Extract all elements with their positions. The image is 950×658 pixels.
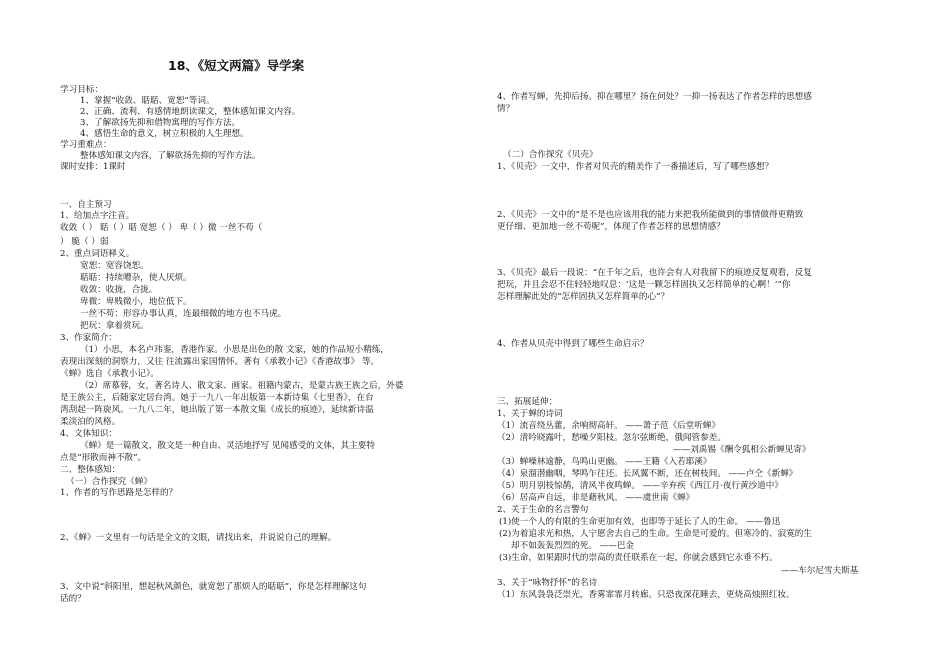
left-text-line: 《蝉》选自《承教小记》。 xyxy=(60,369,159,379)
left-text-line: 卑微：卑贱微小，地位低下。 xyxy=(80,297,192,307)
left-text-line: 柔淡泊的风格。 xyxy=(60,417,121,427)
left-text-line: 一丝不苟：形容办事认真，连最细微的地方也不马虎。 xyxy=(80,309,287,319)
right-text-line: （4）泉溜潜幽咽，琴鸣乍往还。长风翼不断，还在树枝间。 ——卢仝《新蝉》 xyxy=(497,469,798,479)
left-text-line: （一）合作探究《蝉》 xyxy=(66,477,152,487)
document-title: 18、《短文两篇》导学案 xyxy=(168,58,305,73)
left-text-line: 是王族公主，后随家定居台湾。她于一九八一年出版第一本新诗集《七里香》，在台 xyxy=(60,393,374,403)
left-text-line: ） 脆（ ）弱 xyxy=(60,237,109,247)
left-text-line: 2、《蝉》一文里有一句话是全文的文眼，请找出来，并说说自己的理解。 xyxy=(60,533,337,543)
left-text-line: 4、文体知识： xyxy=(60,429,118,439)
right-text-line: 3、关于“咏物抒怀”的名诗 xyxy=(497,578,598,588)
right-text-line: 三、拓展延伸： xyxy=(497,397,558,407)
left-text-line: 学习目标： xyxy=(60,85,103,95)
left-text-line: 1、掌握“收敛、聒聒、宽恕”等词。 xyxy=(80,96,215,106)
left-text-line: 3、文中说“斜阳里，想起秋风颜色，就宽恕了那烦人的聒聒”，你是怎样理解这句 xyxy=(60,582,367,592)
right-text-line: （1）东风袅袅泛崇光，香雾霏霏月转廊。只恐夜深花睡去，更烧高烛照红妆。 xyxy=(497,590,795,600)
right-text-line: 把玩，并且会忍不住轻轻地叹息：‘这是一颗怎样固执又怎样简单的心啊！’”你 xyxy=(497,280,791,290)
right-text-line: (2)为着追求光和热，人宁愿舍去自己的生命。生命是可爱的。但寒冷的、寂寞的生 xyxy=(499,529,812,539)
left-text-line: 聒聒：持续嘈杂，使人厌烦。 xyxy=(80,273,192,283)
left-text-line: 学习重难点： xyxy=(60,140,112,150)
left-text-line: 点是“形散而神不散”。 xyxy=(60,453,147,463)
right-text-line: （1）流音绕丛藿，余响彻高轩。 ——萧子范《后堂听蝉》 xyxy=(497,421,721,431)
left-text-line: 表现出深刻的洞察力，又往 往流露出家国情怀。著有《承教小记》《香港故事》 等。 xyxy=(60,357,380,367)
right-text-line: ——刘禹锡《酬令狐相公新蝉见寄》 xyxy=(673,445,811,455)
left-text-line: 课时安排：1课时 xyxy=(60,162,126,172)
right-text-line: 2、《贝壳》一文中的“是不是也应该用我的能力来把我所能做到的事情做得更精致 xyxy=(497,210,804,220)
right-text-line: 更仔细、更加地一丝不苟呢”，体现了作者怎样的思想情感？ xyxy=(497,222,725,232)
right-text-line: （3）蝉噪林逾静，鸟鸣山更幽。 ——王籍《入若耶溪》 xyxy=(497,457,712,467)
left-text-line: 《蝉》是一篇散文，散文是一种自由、灵活地抒写 见闻感受的文体，其主要特 xyxy=(80,441,375,451)
right-text-line: 怎样理解此处的“怎样固执又怎样简单的心”？ xyxy=(497,292,670,302)
right-text-line: 3、《贝壳》最后一段说：“在千年之后，也许会有人对我留下的痕迹反复观看，反复 xyxy=(497,268,812,278)
right-text-line: 1、《贝壳》一文中，作者对贝壳的精美作了一番描述后，写了哪些感想？ xyxy=(497,162,774,172)
left-text-line: 收敛（ ） 聒（ ）聒 宽恕（ ） 卑（ ）微 一丝不苟（ xyxy=(60,223,263,233)
right-text-line: 4、作者写蝉，先抑后扬。抑在哪里？扬在何处？一抑一扬表达了作者怎样的思想感 xyxy=(497,92,812,102)
left-text-line: 4、感悟生命的意义，树立积极的人生理想。 xyxy=(80,129,249,139)
left-text-line: 3、作家简介： xyxy=(60,333,118,343)
left-text-line: 湾刮起一阵旋风。一九八二年，她出版了第一本散文集《成长的痕迹》，延续新诗温 xyxy=(60,405,374,415)
left-text-line: 二、整体感知： xyxy=(60,465,121,475)
left-text-line: （1）小思，本名卢玮銮，香港作家。小思是出色的散 文家，她的作品短小精练， xyxy=(80,345,389,355)
left-text-line: 话的？ xyxy=(60,594,86,604)
right-text-line: (3)生命，如果跟时代的崇高的责任联系在一起，你就会感到它永垂不朽。 xyxy=(499,553,778,563)
left-text-line: 1、给加点字注音。 xyxy=(60,211,135,221)
left-text-line: 1、作者的写作思路是怎样的？ xyxy=(60,488,178,498)
right-text-line: 1、关于蝉的诗词 xyxy=(497,409,563,419)
left-text-line: 一、自主预习 xyxy=(60,200,112,210)
left-text-line: 2、正确、流利、有感情地朗读课文，整体感知课文内容。 xyxy=(80,107,301,117)
right-text-line: ——车尔尼雪夫斯基 xyxy=(781,566,859,576)
right-text-line: 2、关于生命的名言警句 xyxy=(497,505,589,515)
right-text-line: 4、作者从贝壳中得到了哪些生命启示？ xyxy=(497,339,649,349)
left-text-line: 收敛：收拢，合拢。 xyxy=(80,285,158,295)
right-text-line: 情？ xyxy=(497,104,515,114)
left-text-line: 整体感知课文内容，了解欲扬先抑的写作方法。 xyxy=(80,151,261,161)
left-text-line: 宽恕：宽容饶恕。 xyxy=(80,261,149,271)
right-text-line: （二）合作探究《贝壳》 xyxy=(503,150,598,160)
right-text-line: (1)使一个人的有限的生命更加有效，也即等于延长了人的生命。 ——鲁迅 xyxy=(499,517,781,527)
left-text-line: （2）席慕蓉，女，著名诗人、散文家、画家。祖籍内蒙古，是蒙古族王族之后，外婆 xyxy=(80,381,404,391)
right-text-line: （5）明月别枝惊鹊，清风半夜鸣蝉。 ——辛弃疾《西江月·夜行黄沙道中》 xyxy=(497,481,783,491)
left-text-line: 3、了解欲扬先抑和借物寓理的写作方法。 xyxy=(80,118,241,128)
right-text-line: 却不如轰轰烈烈的死。 ——巴金 xyxy=(511,541,635,551)
right-text-line: （2）清吟晓露叶，愁噪夕阳枝。忽尔弦断绝，俄闻管参差。 xyxy=(497,433,726,443)
left-text-line: 把玩：拿着赏玩。 xyxy=(80,321,149,331)
right-text-line: （6）居高声自远，非是藉秋风。 ——虞世南《蝉》 xyxy=(497,493,695,503)
left-text-line: 2、重点词语释义。 xyxy=(60,249,135,259)
